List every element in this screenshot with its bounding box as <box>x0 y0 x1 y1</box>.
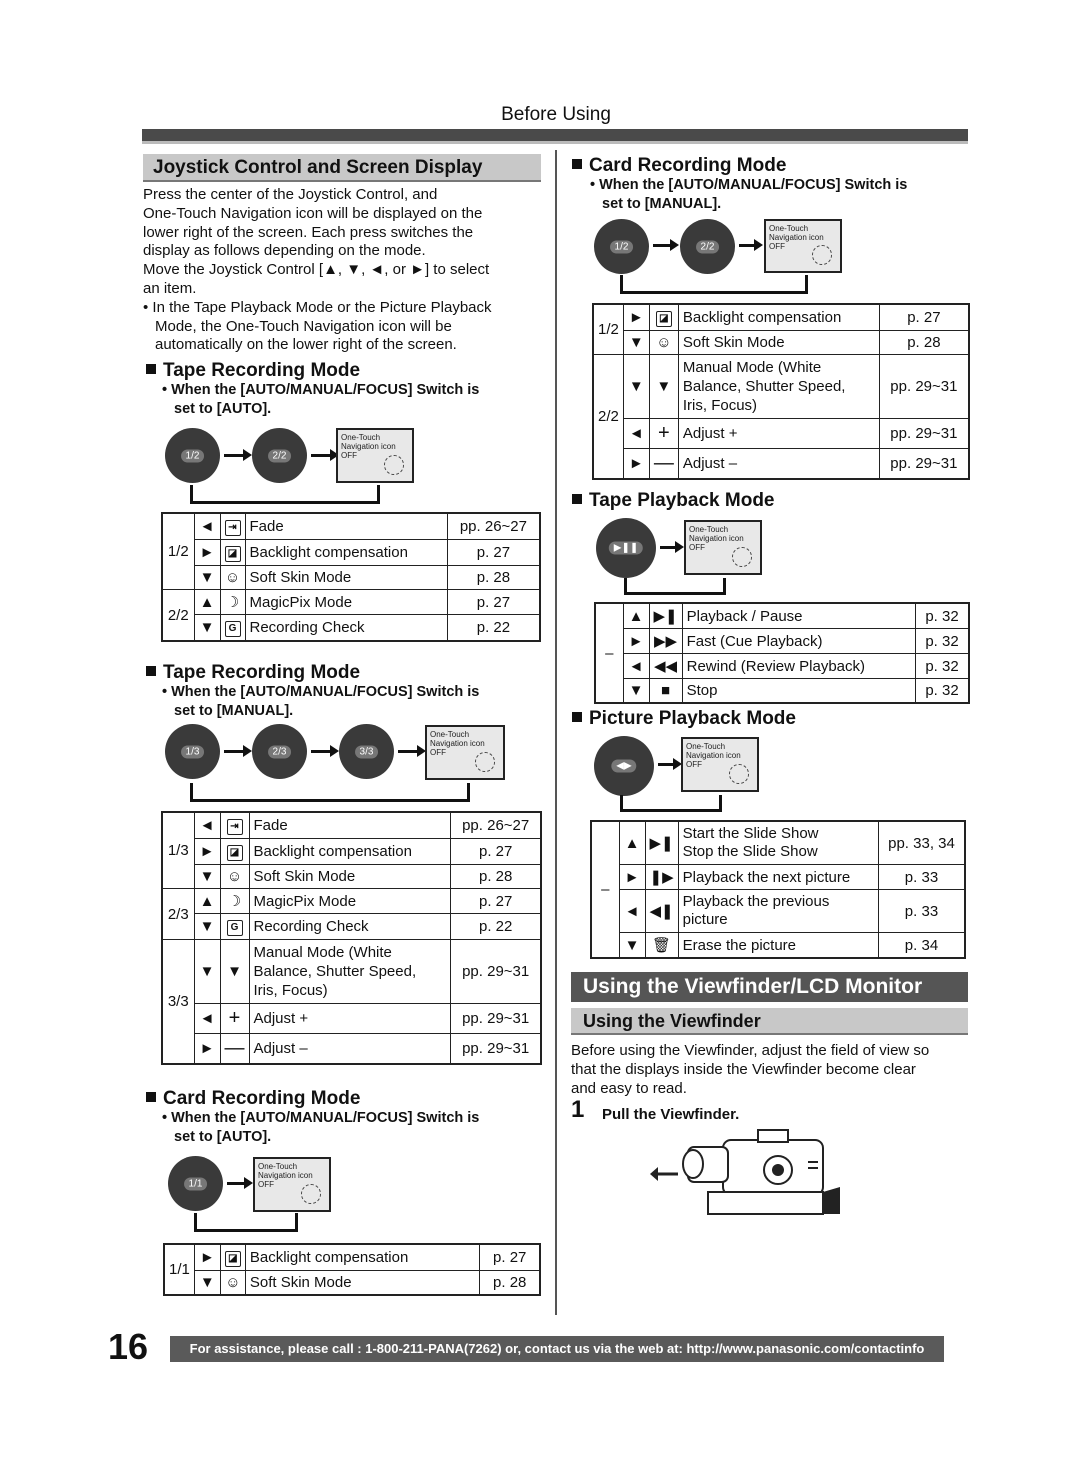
table-row: 3/3 ▼ ▼ Manual Mode (White Balance, Shutter Speed, Iris, Focus) pp. 29~31 <box>162 940 541 1004</box>
table-row: ▼ ☺ Soft Skin Mode p. 28 <box>162 865 541 889</box>
backlight-icon: ◪ <box>225 1251 241 1267</box>
soft-skin-icon: ☺ <box>220 1271 245 1296</box>
lcd-screen-icon: One-Touch Navigation icon OFF <box>764 219 842 273</box>
intro-line: Press the center of the Joystick Control, and <box>143 186 438 203</box>
table-row: ► ◪ Backlight compensation p. 27 <box>162 839 541 865</box>
table-row: 2/3 ▲ ☽ MagicPix Mode p. 27 <box>162 889 541 914</box>
table-row: ▼ ■ Stop p. 32 <box>595 679 969 704</box>
section-title: Joystick Control and Screen Display <box>143 154 541 182</box>
using-viewfinder-title: Using the Viewfinder <box>571 1008 968 1035</box>
table-row: ▼ G Recording Check p. 22 <box>162 615 540 642</box>
arrow-icon <box>224 454 244 457</box>
minus-icon: — <box>649 449 678 480</box>
table-row: 1/2 ► ◪ Backlight compensation p. 27 <box>593 304 969 331</box>
trash-icon: 🗑 <box>645 933 678 959</box>
table-row: 2/2 ▲ ☽ MagicPix Mode p. 27 <box>162 590 540 615</box>
previous-picture-icon: ◀❚ <box>645 890 678 933</box>
table-row: 2/2 ▼ ▼ Manual Mode (White Balance, Shutter Speed, Iris, Focus) pp. 29~31 <box>593 355 969 419</box>
fast-forward-icon: ▶▶ <box>649 629 682 654</box>
nav-icon-1-3: 1/3 <box>165 724 220 779</box>
lcd-screen-icon: One-Touch Navigation icon OFF <box>681 737 759 792</box>
arrow-icon <box>739 244 755 247</box>
play-pause-icon: ▶❚ <box>649 603 682 629</box>
loop-arrow <box>190 485 380 504</box>
playback-joystick-icon: ▶❚❚ <box>596 518 656 578</box>
tape-recording-auto-title: Tape Recording Mode <box>146 360 360 382</box>
soft-skin-icon: ☺ <box>220 865 249 889</box>
nav-icon-2-3: 2/3 <box>252 724 307 779</box>
table-row: ► ▶▶ Fast (Cue Playback) p. 32 <box>595 629 969 654</box>
tape-playback-table <box>594 602 970 704</box>
rewind-icon: ◀◀ <box>649 654 682 679</box>
arrow-icon <box>398 750 418 753</box>
tape-playback-title: Tape Playback Mode <box>572 490 775 512</box>
intro-line: display as follows depending on the mode. <box>143 242 426 260</box>
switch-note: • When the [AUTO/MANUAL/FOCUS] Switch is set to [AUTO]. <box>162 1110 480 1145</box>
camcorder-illustration <box>648 1122 848 1217</box>
loop-arrow <box>620 275 808 294</box>
fade-icon: ⇥ <box>225 520 241 536</box>
intro-line: Move the Joystick Control [▲, ▼, ◄, or ►] to select <box>143 261 490 279</box>
arrow-icon <box>311 454 331 457</box>
loop-arrow <box>620 795 722 812</box>
tape-recording-manual-title: Tape Recording Mode <box>146 662 360 684</box>
nav-icon-2-2: 2/2 <box>680 219 735 274</box>
header-bar-shadow <box>142 141 968 144</box>
plus-icon: + <box>220 1004 249 1034</box>
lcd-screen-icon: One-Touch Navigation icon OFF <box>336 428 414 483</box>
assistance-footer: For assistance, please call : 1-800-211-PANA(7262) or, contact us via the web at: http://www.panasonic.com/contactinfo <box>170 1336 944 1362</box>
card-manual-table <box>592 303 970 480</box>
arrow-icon <box>224 750 244 753</box>
switch-note: • When the [AUTO/MANUAL/FOCUS] Switch is set to [MANUAL]. <box>590 177 908 212</box>
table-row: ► ❚▶ Playback the next picture p. 33 <box>591 865 965 890</box>
slide-show-icon: ▶❚ <box>645 821 678 865</box>
table-row: ◄ ◀◀ Rewind (Review Playback) p. 32 <box>595 654 969 679</box>
nav-icon-1-1: 1/1 <box>168 1156 223 1211</box>
intro-line: an item. <box>143 279 197 297</box>
backlight-icon: ◪ <box>227 845 243 861</box>
table-row: – ▲ ▶❚ Playback / Pause p. 32 <box>595 603 969 629</box>
fade-icon: ⇥ <box>227 819 243 835</box>
table-row: ▼ ☺ Soft Skin Mode p. 28 <box>162 566 540 590</box>
table-row: ► — Adjust – pp. 29~31 <box>162 1034 541 1065</box>
table-row: 1/2 ◄ ⇥ Fade pp. 26~27 <box>162 513 540 540</box>
magicpix-icon: ☽ <box>220 889 249 914</box>
column-divider <box>555 150 557 1315</box>
arrow-icon <box>660 546 676 549</box>
stop-icon: ■ <box>649 679 682 704</box>
picture-playback-table <box>590 820 966 959</box>
switch-note: • When the [AUTO/MANUAL/FOCUS] Switch is set to [MANUAL]. <box>162 684 480 719</box>
tape-auto-table <box>161 512 541 642</box>
header-section: Before Using <box>501 104 611 125</box>
picture-playback-title: Picture Playback Mode <box>572 708 796 730</box>
table-row: ▼ G Recording Check p. 22 <box>162 914 541 940</box>
backlight-icon: ◪ <box>656 311 672 327</box>
step-text: Pull the Viewfinder. <box>602 1106 740 1123</box>
table-row: ▼ 🗑 Erase the picture p. 34 <box>591 933 965 959</box>
table-row: ◄ + Adjust + pp. 29~31 <box>162 1004 541 1034</box>
intro-line: lower right of the screen. Each press switches the <box>143 223 474 241</box>
loop-arrow <box>624 578 726 595</box>
lcd-screen-icon: One-Touch Navigation icon OFF <box>425 725 505 780</box>
picture-joystick-icon: ◀▶ <box>594 736 654 796</box>
table-row: 1/3 ◄ ⇥ Fade pp. 26~27 <box>162 812 541 839</box>
table-row: ▼ ☺ Soft Skin Mode p. 28 <box>164 1271 540 1296</box>
bullet-line: automatically on the lower right of the screen. <box>155 336 457 354</box>
arrow-icon <box>653 244 671 247</box>
loop-arrow <box>194 1213 298 1232</box>
table-row: 1/1 ► ◪ Backlight compensation p. 27 <box>164 1244 540 1271</box>
intro-line: One-Touch Navigation icon will be displayed on the <box>143 204 483 222</box>
table-row: – ▲ ▶❚ Start the Slide Show Stop the Slide Show pp. 33, 34 <box>591 821 965 865</box>
table-row: ► ◪ Backlight compensation p. 27 <box>162 540 540 566</box>
viewfinder-lcd-banner: Using the Viewfinder/LCD Monitor <box>571 972 968 1002</box>
soft-skin-icon: ☺ <box>220 566 245 590</box>
intro-text <box>143 186 543 355</box>
magicpix-icon: ☽ <box>220 590 245 615</box>
arrow-icon <box>311 750 331 753</box>
nav-icon-2-2: 2/2 <box>252 428 307 483</box>
table-row: ▼ ☺ Soft Skin Mode p. 28 <box>593 331 969 355</box>
table-row: ◄ + Adjust + pp. 29~31 <box>593 419 969 449</box>
soft-skin-icon: ☺ <box>649 331 678 355</box>
card-recording-auto-title: Card Recording Mode <box>146 1088 360 1110</box>
plus-icon: + <box>649 419 678 449</box>
card-recording-manual-title: Card Recording Mode <box>572 155 786 177</box>
nav-icon-1-2: 1/2 <box>165 428 220 483</box>
down-triangle-icon: ▼ <box>220 940 249 1004</box>
arrow-icon <box>658 763 674 766</box>
next-picture-icon: ❚▶ <box>645 865 678 890</box>
page-number: 16 <box>108 1326 149 1367</box>
nav-icon-3-3: 3/3 <box>339 724 394 779</box>
header-bar <box>142 129 968 141</box>
backlight-icon: ◪ <box>225 546 241 562</box>
minus-icon: — <box>220 1034 249 1065</box>
nav-icon-1-2: 1/2 <box>594 219 649 274</box>
bullet-line: • In the Tape Playback Mode or the Picture Playback <box>143 298 492 316</box>
tape-manual-table <box>161 811 542 1065</box>
table-row: ► — Adjust – pp. 29~31 <box>593 449 969 480</box>
loop-arrow <box>190 783 470 802</box>
table-row: ◄ ◀❚ Playback the previous picture p. 33 <box>591 890 965 933</box>
lcd-screen-icon: One-Touch Navigation icon OFF <box>684 520 762 575</box>
viewfinder-text: Before using the Viewfinder, adjust the field of view so that the displays inside the Viewfinder become clear and easy to read. <box>571 1042 930 1097</box>
card-auto-table <box>163 1243 541 1296</box>
lcd-screen-icon: One-Touch Navigation icon OFF <box>253 1157 331 1212</box>
recording-check-icon: G <box>225 621 241 637</box>
step-number: 1 <box>571 1096 585 1123</box>
down-triangle-icon: ▼ <box>649 355 678 419</box>
arrow-icon <box>227 1182 245 1185</box>
recording-check-icon: G <box>227 920 243 936</box>
bullet-line: Mode, the One-Touch Navigation icon will be <box>155 317 452 335</box>
switch-note: • When the [AUTO/MANUAL/FOCUS] Switch is set to [AUTO]. <box>162 382 480 417</box>
